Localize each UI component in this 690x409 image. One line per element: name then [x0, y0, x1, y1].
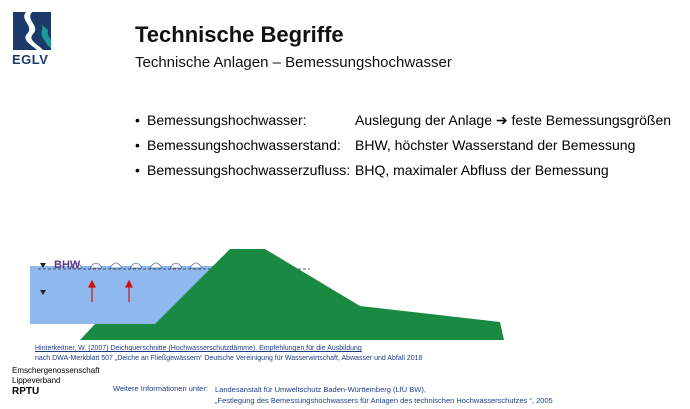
- term-definition: BHQ, maximaler Abfluss der Bemessung: [355, 162, 609, 178]
- slide-title: Technische Begriffe: [135, 22, 344, 47]
- bullet-icon: •: [135, 137, 140, 153]
- figure-caption: [35, 344, 422, 364]
- eglv-logo: [12, 12, 54, 66]
- bhw-label: BHW: [54, 259, 81, 271]
- slide-subtitle: Technische Anlagen – Bemessungshochwasser: [135, 54, 452, 71]
- org-name-2: Lippeverband: [12, 376, 61, 385]
- dike-cross-section-diagram: [30, 244, 510, 344]
- more-info-label: Weitere Informationen unter:: [113, 384, 208, 393]
- more-info-line-2: „Festlegung des Bemessungshochwassers für Anlagen des technischen Hochwasserschutzes “, 2005: [215, 396, 553, 405]
- bullet-icon: •: [135, 112, 140, 128]
- bullet-icon: •: [135, 162, 140, 178]
- more-info-reference: [215, 384, 553, 406]
- term-label: Bemessungshochwasser:: [147, 112, 307, 128]
- caption-source-link[interactable]: Hinterkeitner, W. (2007) Deichquerschnitte (Hochwasserschutzdämme). Empfehlungen für die Ausbildung: [35, 345, 362, 352]
- more-info-line-1: Landesanstalt für Umweltschutz Baden-Württemberg (LfU BW),: [215, 385, 426, 394]
- term-definition: Auslegung der Anlage ➔ feste Bemessungsgrößen: [355, 112, 672, 128]
- org-name-1: Emschergenossenschaft: [12, 366, 100, 375]
- rptu-label: RPTU: [12, 386, 40, 397]
- logo-text: EGLV: [12, 52, 49, 67]
- eglv-logo-mark: [13, 12, 51, 50]
- term-label: Bemessungshochwasserstand:: [147, 137, 341, 153]
- term-definition: BHW, höchster Wasserstand der Bemessung: [355, 137, 636, 153]
- footer-organization: [12, 366, 100, 386]
- term-label: Bemessungshochwasserzufluss:: [147, 162, 351, 178]
- caption-reference: nach DWA-Merkblatt 507 „Deiche an Fließgewässern“ Deutsche Vereinigung für Wasserwirtschaft, Abwasser und Abfall 2018: [35, 355, 423, 362]
